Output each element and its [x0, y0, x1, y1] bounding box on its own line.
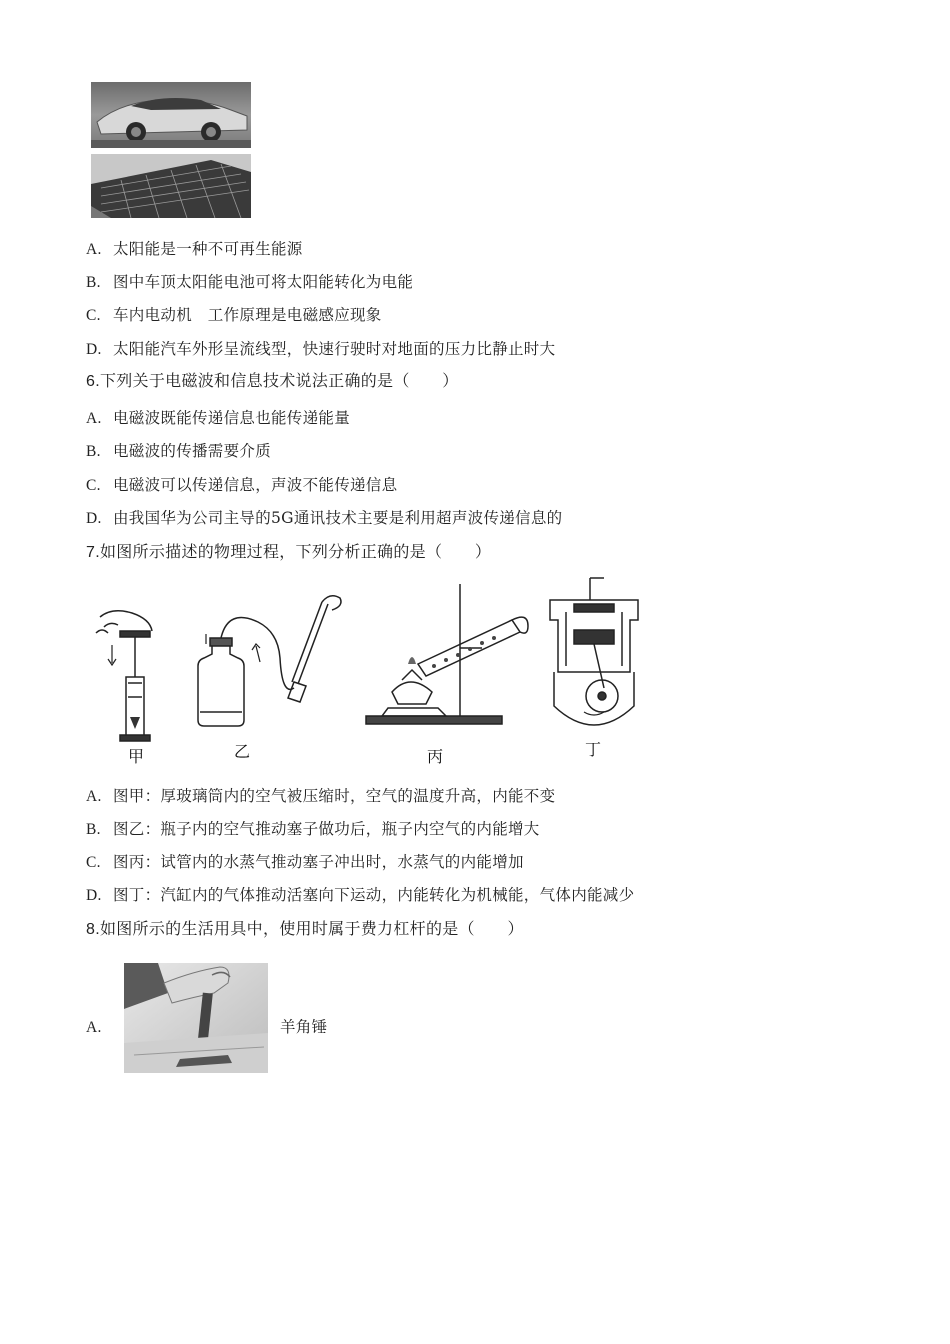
option-text: 由我国华为公司主导的5G通讯技术主要是利用超声波传递信息的 — [113, 509, 563, 527]
option-letter: C. — [86, 307, 101, 324]
q6-option-d[interactable] — [86, 507, 562, 530]
option-letter: C. — [86, 477, 101, 494]
option-text: 电磁波既能传递信息也能传递能量 — [113, 409, 351, 427]
figure-label-yi: 乙 — [234, 742, 251, 761]
figure-label-bing: 丙 — [427, 747, 444, 766]
q7-option-d[interactable] — [86, 884, 634, 907]
claw-hammer-photo — [124, 963, 268, 1073]
figure-label-jia: 甲 — [128, 747, 145, 766]
option-letter: A. — [86, 410, 102, 427]
question-number: 7. — [86, 544, 100, 561]
option-text: 电磁波的传播需要介质 — [113, 442, 272, 460]
q5-option-b[interactable] — [86, 271, 413, 294]
option-letter: B. — [86, 821, 101, 838]
q6-stem — [86, 370, 459, 393]
question-number: 6. — [86, 373, 100, 390]
question-text: 如图所示的生活用具中，使用时属于费力杠杆的是（ ） — [99, 919, 524, 938]
option-letter: A. — [86, 1019, 102, 1036]
option-text: 车内电动机 工作原理是电磁感应现象 — [113, 306, 382, 324]
q6-option-b[interactable] — [86, 440, 271, 463]
figure-ding-engine-cylinder — [544, 576, 644, 736]
option-letter: A. — [86, 241, 102, 258]
figure-bing-test-tube-heating — [362, 580, 532, 730]
car-photo — [91, 82, 251, 148]
option-letter: A. — [86, 788, 102, 805]
figure-label-ding: 丁 — [585, 740, 602, 759]
question-number: 8. — [86, 921, 100, 938]
figure-yi-bottle-pump — [188, 588, 348, 733]
option-letter: C. — [86, 854, 101, 871]
figure-jia-compression-cylinder — [92, 605, 162, 745]
q7-option-b[interactable] — [86, 818, 540, 841]
question-text: 如图所示描述的物理过程，下列分析正确的是（ ） — [99, 542, 492, 561]
q5-option-a[interactable] — [86, 238, 303, 261]
q7-option-a[interactable] — [86, 785, 555, 808]
q6-option-a[interactable] — [86, 407, 350, 430]
solar-roof-photo — [91, 154, 251, 218]
q6-option-c[interactable] — [86, 474, 397, 497]
q5-option-d[interactable] — [86, 338, 555, 361]
option-text: 图甲：厚玻璃筒内的空气被压缩时，空气的温度升高，内能不变 — [113, 787, 556, 805]
q5-option-c[interactable] — [86, 304, 382, 327]
option-letter: B. — [86, 274, 101, 291]
q8-option-a[interactable] — [86, 1016, 113, 1039]
option-text: 电磁波可以传递信息，声波不能传递信息 — [113, 476, 398, 494]
option-text: 图中车顶太阳能电池可将太阳能转化为电能 — [113, 273, 414, 291]
q7-option-c[interactable] — [86, 851, 524, 874]
option-text: 太阳能汽车外形呈流线型，快速行驶时对地面的压力比静止时大 — [113, 340, 556, 358]
option-letter: D. — [86, 341, 102, 358]
question-text: 下列关于电磁波和信息技术说法正确的是（ ） — [99, 371, 459, 390]
q7-stem — [86, 541, 491, 564]
option-text: 图乙：瓶子内的空气推动塞子做功后，瓶子内空气的内能增大 — [113, 820, 540, 838]
option-letter: B. — [86, 443, 101, 460]
option-text: 图丙：试管内的水蒸气推动塞子冲出时，水蒸气的内能增加 — [113, 853, 524, 871]
q8-stem — [86, 918, 524, 941]
option-text: 太阳能是一种不可再生能源 — [113, 240, 303, 258]
option-text: 图丁：汽缸内的气体推动活塞向下运动，内能转化为机械能，气体内能减少 — [113, 886, 635, 904]
option-letter: D. — [86, 887, 102, 904]
q8-option-a-caption: 羊角锤 — [280, 1018, 328, 1036]
option-letter: D. — [86, 510, 102, 527]
